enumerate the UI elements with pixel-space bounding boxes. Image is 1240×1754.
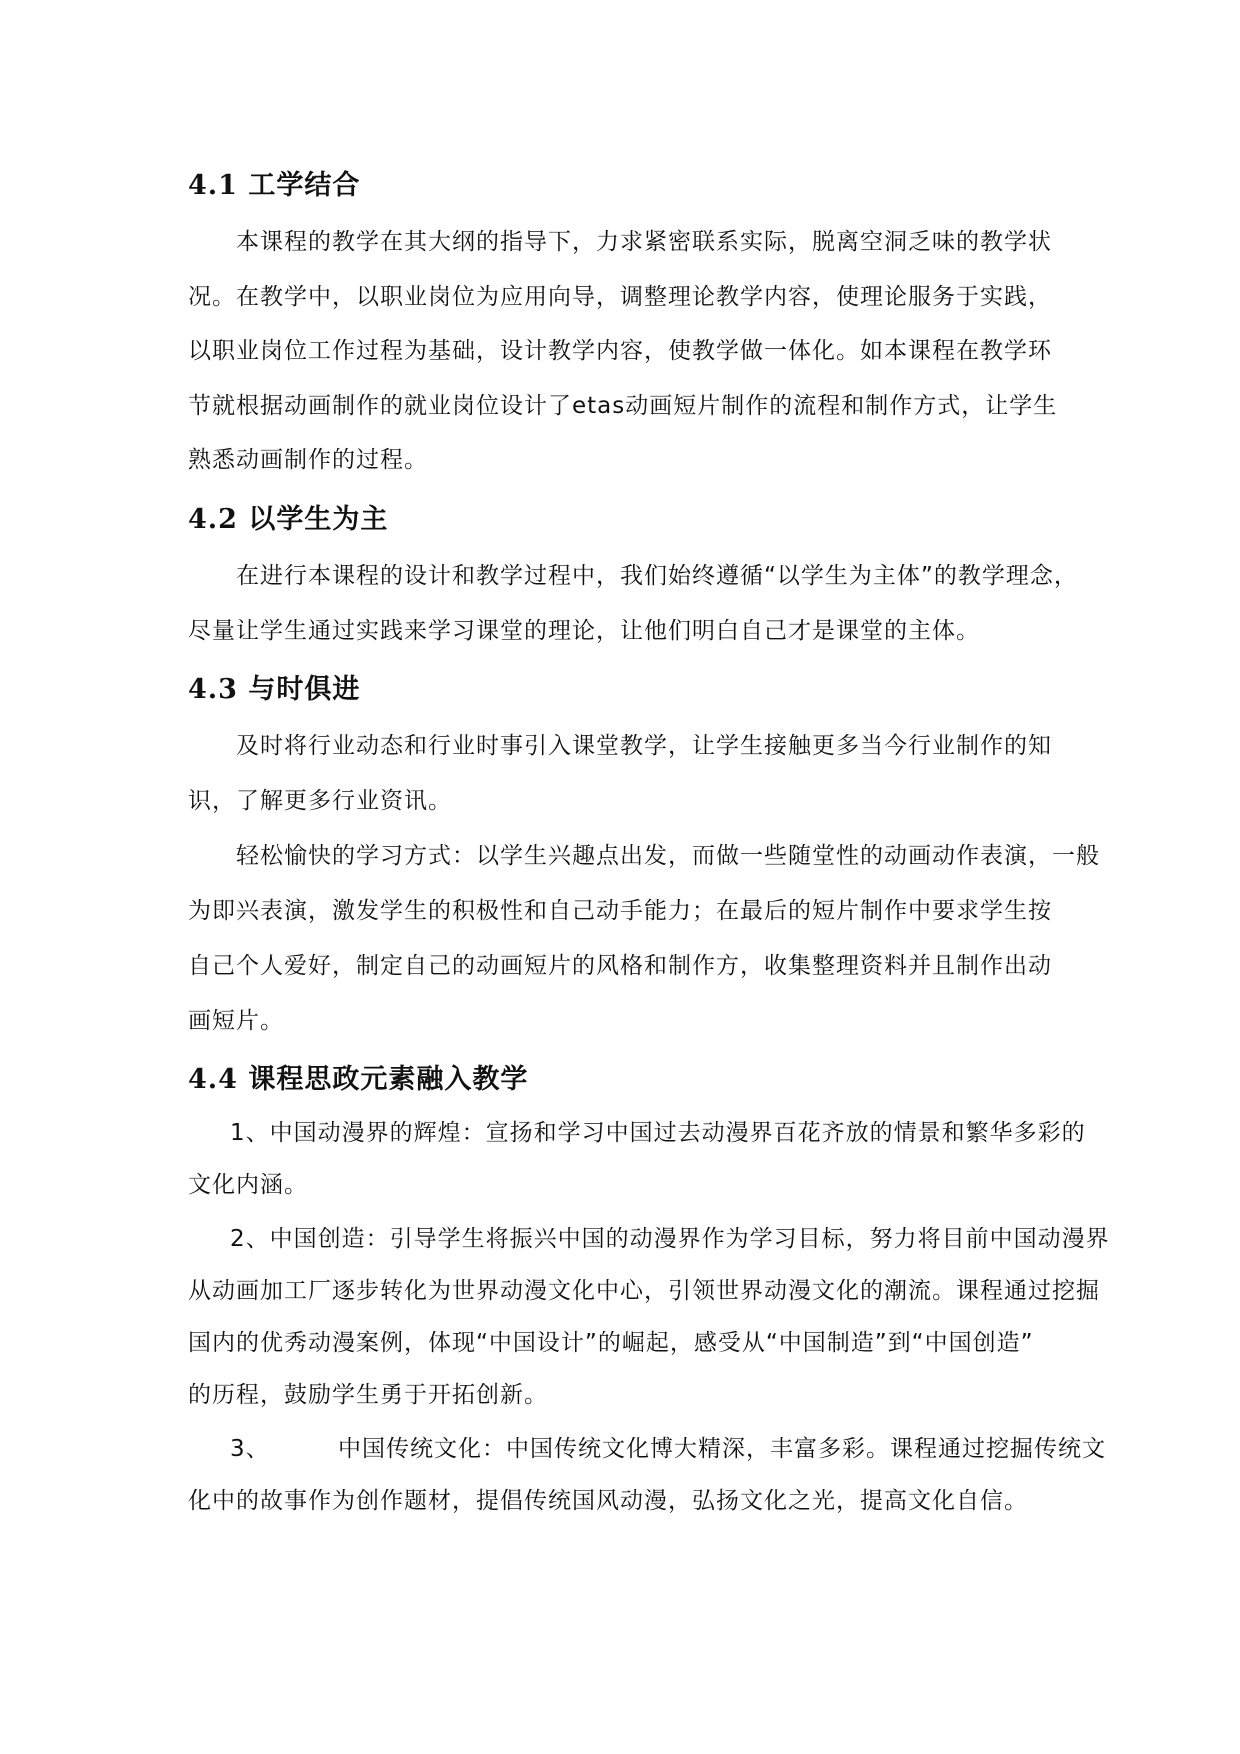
paragraph-line: 及时将行业动态和行业时事引入课堂教学，让学生接触更多当今行业制作的知: [236, 733, 1052, 759]
paragraph-line: 况。在教学中，以职业岗位为应用向导，调整理论教学内容，使理论服务于实践，: [188, 284, 1052, 310]
paragraph-line: 本课程的教学在其大纲的指导下，力求紧密联系实际，脱离空洞乏味的教学状: [236, 229, 1052, 255]
paragraph-line: 画短片。: [188, 1008, 284, 1034]
section-heading-4-3: 4.3 与时俱进: [188, 674, 361, 705]
list-item-line: 中国传统文化：中国传统文化博大精深，丰富多彩。课程通过挖掘传统文: [338, 1436, 1106, 1462]
list-item-line: 从动画加工厂逐步转化为世界动漫文化中心，引领世界动漫文化的潮流。课程通过挖掘: [188, 1278, 1100, 1304]
paragraph-line: 尽量让学生通过实践来学习课堂的理论，让他们明白自己才是课堂的主体。: [188, 618, 980, 644]
paragraph-line: 熟悉动画制作的过程。: [188, 447, 428, 473]
paragraph-line: 轻松愉快的学习方式：以学生兴趣点出发，而做一些随堂性的动画动作表演，一般: [236, 843, 1100, 869]
section-heading-4-4: 4.4 课程思政元素融入教学: [188, 1064, 529, 1095]
list-item-line: 国内的优秀动漫案例，体现“中国设计”的崛起，感受从“中国制造”到“中国创造”: [188, 1330, 1034, 1356]
paragraph-line: 在进行本课程的设计和教学过程中，我们始终遵循“以学生为主体”的教学理念，: [236, 563, 1078, 589]
paragraph-line: 节就根据动画制作的就业岗位设计了etas动画短片制作的流程和制作方式，让学生: [188, 393, 1058, 419]
paragraph-line: 为即兴表演，激发学生的积极性和自己动手能力；在最后的短片制作中要求学生按: [188, 898, 1052, 924]
section-heading-4-2: 4.2 以学生为主: [188, 504, 389, 535]
list-item-number: 3、: [230, 1436, 270, 1462]
list-item-line: 的历程，鼓励学生勇于开拓创新。: [188, 1382, 548, 1408]
section-heading-4-1: 4.1 工学结合: [188, 170, 361, 201]
paragraph-line: 识，了解更多行业资讯。: [188, 788, 452, 814]
list-item-line: 2、中国创造：引导学生将振兴中国的动漫界作为学习目标，努力将目前中国动漫界: [230, 1226, 1110, 1252]
list-item-line: 文化内涵。: [188, 1172, 308, 1198]
list-item-line: 化中的故事作为创作题材，提倡传统国风动漫，弘扬文化之光，提高文化自信。: [188, 1488, 1028, 1514]
list-item-line: 1、中国动漫界的辉煌：宣扬和学习中国过去动漫界百花齐放的情景和繁华多彩的: [230, 1120, 1086, 1146]
paragraph-line: 以职业岗位工作过程为基础，设计教学内容，使教学做一体化。如本课程在教学环: [188, 338, 1052, 364]
paragraph-line: 自己个人爱好，制定自己的动画短片的风格和制作方，收集整理资料并且制作出动: [188, 953, 1052, 979]
